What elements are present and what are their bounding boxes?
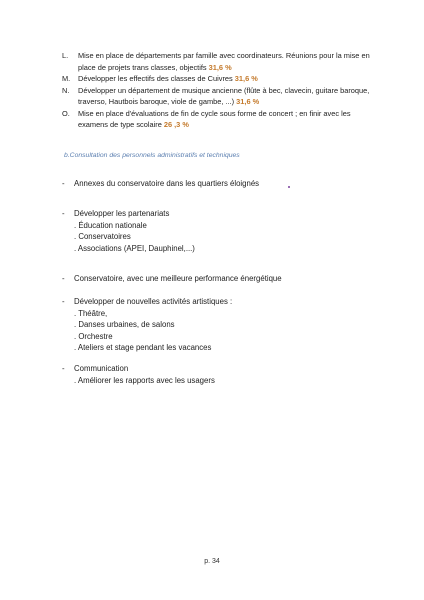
bullet-activites xyxy=(62,296,362,354)
bullet-text: Développer les partenariats xyxy=(74,209,170,218)
lettered-list xyxy=(62,50,372,131)
list-text: Mise en place d'évaluations de fin de cycle sous forme de concert ; en finir avec les examens de type scolaire xyxy=(78,108,351,129)
bullet-text: Conservatoire, avec une meilleure performance énergétique xyxy=(74,274,282,283)
bullet-partenariats xyxy=(62,208,362,254)
stray-mark xyxy=(288,186,290,188)
list-text: Développer les effectifs des classes de Cuivres xyxy=(78,74,235,83)
sub-item: . Orchestre xyxy=(74,331,113,341)
bullet-annexes xyxy=(62,178,362,190)
percent-value: 31,6 % xyxy=(208,62,232,72)
list-label: L. xyxy=(62,51,69,60)
bullet-communication xyxy=(62,363,362,386)
list-label: M. xyxy=(62,74,71,83)
list-label: O. xyxy=(62,108,70,118)
sub-item: . Associations (APEI, Dauphinel,...) xyxy=(74,243,195,253)
list-item-m xyxy=(62,73,372,85)
dash-bullet: - xyxy=(62,179,65,188)
bullet-text: Annexes du conservatoire dans les quartiers éloignés xyxy=(74,179,260,188)
list-item-l xyxy=(62,50,372,73)
sub-item: . Théâtre, xyxy=(74,308,108,318)
dash-bullet: - xyxy=(62,209,65,218)
list-label: N. xyxy=(62,85,70,95)
list-text: Mise en place de départements par famille avec coordinateurs. Réunions pour la mise en place de projets trans classes, objectifs xyxy=(78,51,370,72)
sub-item: . Conservatoires xyxy=(74,232,131,241)
percent-value: 26 ,3 % xyxy=(163,120,189,129)
sub-item: . Danses urbaines, de salons xyxy=(74,320,175,329)
bullet-text: Communication xyxy=(74,364,129,373)
sub-item: . Ateliers et stage pendant les vacances xyxy=(74,343,212,352)
list-item-o xyxy=(62,108,372,131)
percent-value: 31,6 % xyxy=(236,97,260,106)
list-item-n xyxy=(62,85,372,108)
sub-item: . Éducation nationale xyxy=(74,220,147,230)
dash-bullet: - xyxy=(62,274,65,283)
dash-bullet: - xyxy=(62,297,65,306)
sub-item: . Améliorer les rapports avec les usagers xyxy=(74,375,215,385)
percent-value: 31,6 % xyxy=(234,74,258,83)
bullet-text: Développer de nouvelles activités artistiques : xyxy=(74,297,233,306)
list-text: Développer un département de musique ancienne (flûte à bec, clavecin, guitare baroque, traverso, Hautbois baroque, viole de gambe, ...) xyxy=(78,85,370,106)
bullet-energie xyxy=(62,273,362,285)
dash-bullet: - xyxy=(62,364,65,373)
page-number: p. 34 xyxy=(204,558,220,565)
section-title: b.Consultation des personnels administratifs et techniques xyxy=(64,152,240,159)
